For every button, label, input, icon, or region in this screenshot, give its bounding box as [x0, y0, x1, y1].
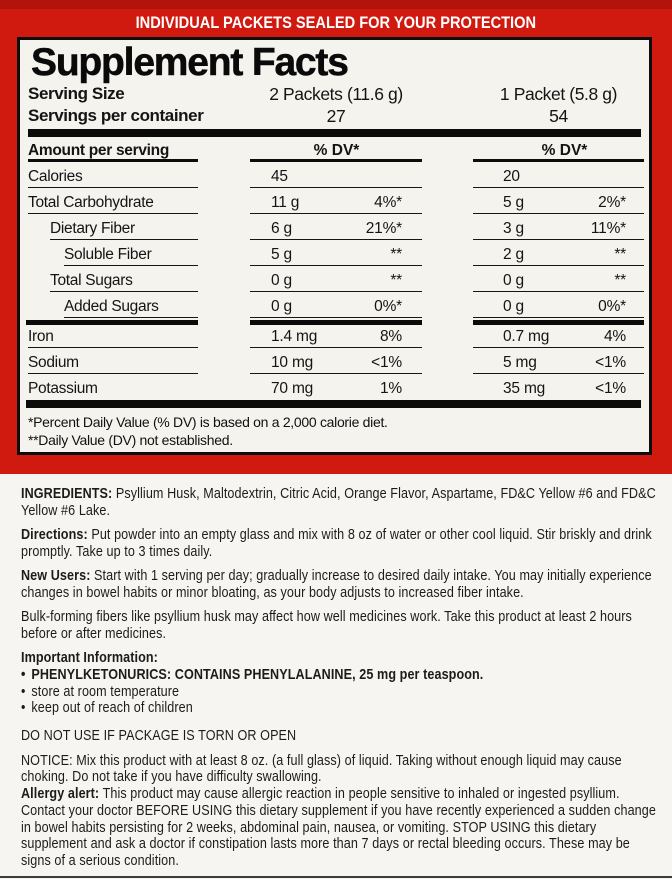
group-divider-bar: [250, 320, 422, 325]
nutrient-name: Iron: [28, 327, 198, 348]
dv-value: 2%*: [598, 194, 626, 211]
dv-value: <1%: [595, 354, 626, 371]
amount-value: 0 g: [503, 298, 524, 315]
info-text-block: [21, 485, 656, 870]
dv-value: **: [614, 246, 626, 263]
amount-value: 20: [503, 168, 520, 185]
dv-value: 21%*: [365, 220, 402, 237]
serving-size-label: Serving Size: [28, 84, 125, 103]
group-divider-bar: [26, 320, 198, 325]
bullet-icon: •: [21, 666, 26, 683]
dv-value: 0%*: [598, 298, 626, 315]
supplement-facts-panel: [17, 37, 652, 455]
nutrient-name: Total Sugars: [50, 271, 198, 292]
serving-size-col2: 1 Packet (5.8 g): [499, 84, 618, 104]
notice-paragraph: [21, 753, 656, 787]
bulk-forming-paragraph: Bulk-forming fibers like psyllium husk may affect how well medicines work. Take this product at least 2 hours before or after medicines.: [21, 608, 632, 642]
table-header-row: [20, 141, 649, 163]
bullet-text: PHENYLKETONURICS: CONTAINS PHENYLALANINE, 25 mg per teaspoon.: [31, 666, 484, 683]
footnote-daily-value: *Percent Daily Value (% DV) is based on a 2,000 calorie diet.: [28, 414, 388, 430]
nutrient-row: [20, 167, 649, 193]
dv-value: 4%: [603, 328, 626, 345]
amount-value: 0 g: [503, 272, 524, 289]
dv-header-col1: % DV*: [250, 141, 422, 162]
directions-label: Directions:: [21, 526, 88, 543]
nutrient-row: [20, 193, 649, 219]
new-users-text: Start with 1 serving per day; gradually increase to desired daily intake. You may initially experience changes in bowel habits or minor bloating, as your body adjusts to increased fiber intake.: [21, 567, 652, 601]
amount-value: 2 g: [503, 246, 524, 263]
nutrient-name: Soluble Fiber: [64, 245, 198, 266]
supplement-facts-title: Supplement Facts: [31, 41, 348, 84]
amount-value: 0.7 mg: [503, 328, 550, 345]
nutrient-row: [20, 327, 649, 353]
nutrient-name: Total Carbohydrate: [28, 193, 198, 214]
new-users-label: New Users:: [21, 567, 91, 584]
seal-banner: [0, 13, 672, 33]
serving-size-col1: 2 Packets (11.6 g): [269, 84, 403, 104]
dv-value: **: [390, 246, 402, 263]
thick-divider-bar: [26, 400, 641, 408]
nutrient-row: [20, 353, 649, 379]
nutrient-name: Sodium: [28, 353, 198, 374]
amount-value: 5 g: [503, 194, 524, 211]
dv-value: 8%: [379, 328, 402, 345]
info-section: [0, 474, 672, 877]
allergy-alert-text: This product may cause allergic reaction in people sensitive to inhaled or ingested psyllium. Contact your doctor BEFORE USING this dietary supplement if you have recently experienced a sudden change in bowel habits persisting for 2 weeks, abdominal pain, nausea, or vomiting. STOP USING this dietary supplement and ask a doctor if constipation lasts more than 7 days or rectal bleeding occurs. These may be signs of a serious condition.: [21, 785, 656, 870]
nutrient-name: Calories: [28, 167, 198, 188]
amount-value: 10 mg: [271, 354, 314, 371]
dv-value: 1%: [379, 380, 402, 397]
bullet-item-storage: [21, 684, 656, 700]
dv-value: <1%: [371, 354, 402, 371]
bullet-item-children: [21, 700, 656, 716]
bullet-item-phenylketonurics: [21, 667, 656, 683]
amount-value: 5 mg: [503, 354, 537, 371]
amount-value: 11 g: [271, 194, 300, 211]
notice-label: NOTICE:: [21, 751, 73, 769]
amount-value: 0 g: [271, 298, 292, 315]
nutrient-row: [20, 245, 649, 271]
ingredients-label: INGREDIENTS:: [21, 485, 113, 502]
amount-value: 0 g: [271, 272, 292, 289]
amount-value: 6 g: [271, 220, 292, 237]
bullet-icon: •: [21, 699, 26, 716]
nutrient-name: Potassium: [28, 380, 98, 397]
amount-value: 45: [271, 168, 288, 185]
ingredients-paragraph: [21, 485, 656, 519]
serving-size-row: [20, 84, 649, 106]
dv-value: **: [390, 272, 402, 289]
nutrient-row: [20, 271, 649, 297]
servings-count-col2: 54: [549, 106, 568, 126]
servings-per-container-row: [20, 106, 649, 128]
new-users-paragraph: [21, 567, 656, 601]
nutrient-name: Dietary Fiber: [50, 219, 198, 240]
notice-text: Mix this product with at least 8 oz. (a full glass) of liquid. Taking without enough liquid may cause choking. Do not take if you have difficulty swallowing.: [21, 751, 622, 786]
directions-paragraph: [21, 526, 656, 560]
dv-value: 0%*: [374, 298, 402, 315]
bullet-text: keep out of reach of children: [31, 699, 193, 716]
servings-count-col1: 27: [326, 106, 346, 126]
directions-text: Put powder into an empty glass and mix with 8 oz of water or other cool liquid. Stir briskly and drink promptly. Take up to 3 times daily.: [21, 526, 652, 560]
dv-value: <1%: [595, 380, 626, 397]
important-information-heading: Important Information:: [21, 649, 158, 666]
bullet-text: store at room temperature: [31, 682, 180, 700]
amount-value: 70 mg: [271, 380, 314, 397]
amount-value: 1.4 mg: [271, 328, 318, 345]
dv-header-col2: % DV*: [473, 141, 644, 162]
thick-divider-bar: [28, 129, 641, 137]
allergy-alert-paragraph: [21, 786, 656, 870]
dv-value: 11%*: [590, 220, 626, 237]
dv-value: 4%*: [374, 194, 402, 211]
nutrient-row: [20, 219, 649, 245]
group-divider-bar: [473, 320, 644, 325]
bottom-edge-line: [0, 876, 672, 878]
ingredients-text: Psyllium Husk, Maltodextrin, Citric Acid, Orange Flavor, Aspartame, FD&C Yellow #6 and FD&C Yellow #6 Lake.: [21, 485, 656, 519]
amount-value: 3 g: [503, 220, 524, 237]
amount-value: 35 mg: [503, 380, 546, 397]
amount-per-serving-header: Amount per serving: [28, 141, 198, 162]
bullet-icon: •: [21, 682, 26, 700]
amount-value: 5 g: [271, 246, 292, 263]
seal-banner-text: INDIVIDUAL PACKETS SEALED FOR YOUR PROTECTION: [135, 13, 537, 32]
dv-value: **: [614, 272, 626, 289]
servings-per-container-label: Servings per container: [28, 106, 204, 125]
do-not-use-line: DO NOT USE IF PACKAGE IS TORN OR OPEN: [21, 726, 297, 744]
allergy-alert-label: Allergy alert:: [21, 785, 100, 803]
nutrient-name: Added Sugars: [64, 297, 198, 318]
footnote-dv-not-established: **Daily Value (DV) not established.: [28, 432, 233, 448]
